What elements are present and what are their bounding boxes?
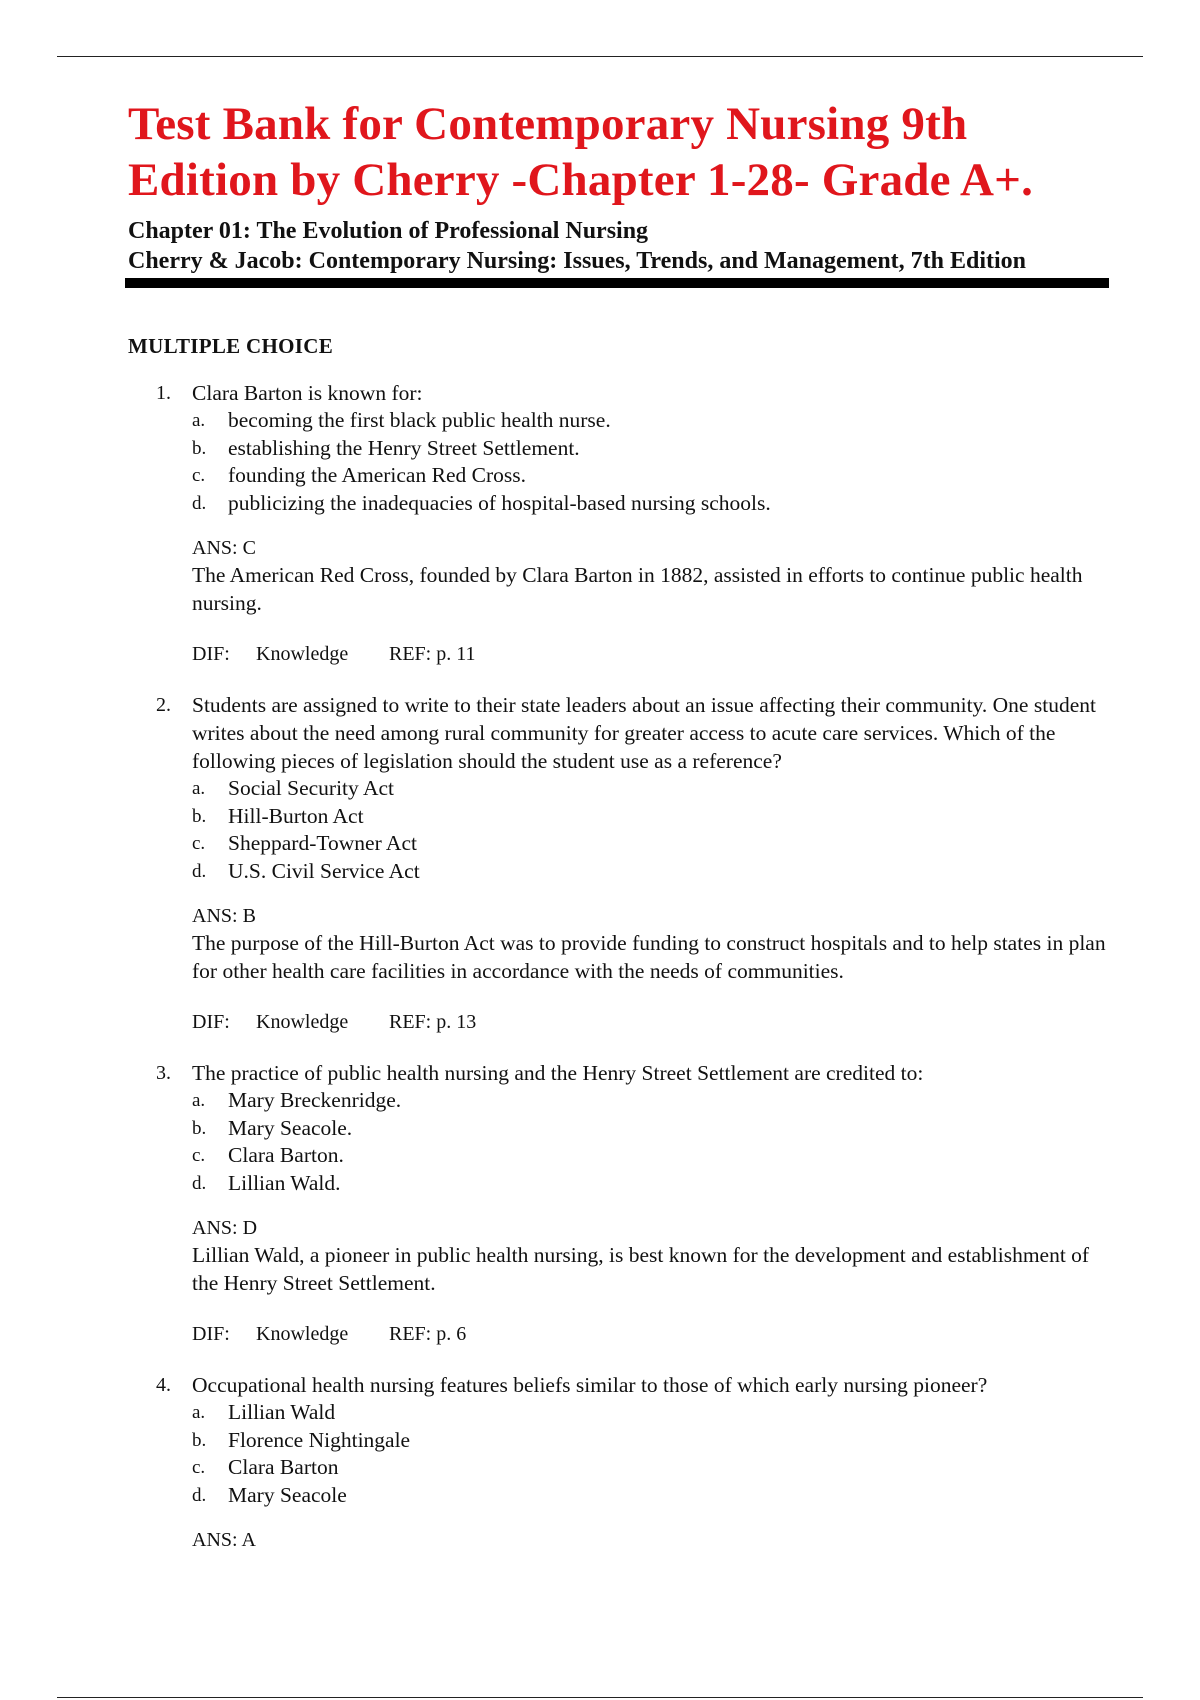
- option-text: Mary Breckenridge.: [228, 1088, 402, 1112]
- question-4: [156, 1371, 1116, 1554]
- question-1: [156, 379, 1116, 667]
- difficulty-value: Knowledge: [256, 1011, 349, 1033]
- question-number: 3.: [156, 1062, 171, 1084]
- answer-key: ANS: A: [192, 1529, 256, 1551]
- difficulty-value: Knowledge: [256, 643, 349, 665]
- question-meta: [192, 1009, 1116, 1035]
- option-list: [192, 407, 1116, 517]
- option-letter: a.: [192, 410, 206, 431]
- option-text: Social Security Act: [228, 776, 394, 800]
- top-rule: [57, 56, 1143, 57]
- option-letter: b.: [192, 805, 207, 827]
- option-text: Sheppard-Towner Act: [228, 831, 417, 855]
- bottom-rule: [57, 1697, 1143, 1698]
- option: [192, 1115, 1116, 1143]
- page-reference: REF: p. 11: [389, 643, 476, 665]
- option: [192, 1142, 1116, 1170]
- option-text: Florence Nightingale: [228, 1427, 411, 1452]
- option: [192, 435, 1116, 463]
- question-number: 4.: [156, 1374, 171, 1396]
- option: [192, 1087, 1116, 1115]
- page-reference: REF: p. 6: [389, 1323, 467, 1345]
- question-list: [156, 379, 1116, 1554]
- option-list: [192, 775, 1116, 885]
- option: [192, 1399, 1116, 1427]
- answer-block: [192, 903, 1116, 1035]
- option-text: Clara Barton: [228, 1455, 339, 1479]
- option: [192, 1427, 1116, 1455]
- option: [192, 462, 1116, 490]
- chapter-heading: Chapter 01: The Evolution of Professional Nursing: [128, 218, 649, 244]
- document-page: [128, 96, 1128, 1578]
- option: [192, 1170, 1116, 1198]
- option-letter: c.: [192, 1457, 206, 1478]
- option: [192, 858, 1116, 886]
- difficulty-value: Knowledge: [256, 1323, 349, 1345]
- option-list: [192, 1399, 1116, 1509]
- question-meta: [192, 1321, 1116, 1347]
- option-letter: a.: [192, 1090, 206, 1111]
- answer-block: [192, 535, 1116, 667]
- option-text: establishing the Henry Street Settlement.: [228, 435, 580, 460]
- option-list: [192, 1087, 1116, 1197]
- question-number: 2.: [156, 694, 171, 716]
- question-2: [156, 691, 1116, 1035]
- option-text: Hill-Burton Act: [228, 803, 364, 828]
- option-letter: b.: [192, 437, 207, 459]
- option-letter: c.: [192, 465, 206, 486]
- answer-rationale: Lillian Wald, a pioneer in public health nursing, is best known for the development and establishment of the Henry Street Settlement.: [192, 1243, 1090, 1295]
- option-letter: d.: [192, 1484, 207, 1506]
- answer-block: [192, 1215, 1116, 1347]
- option: [192, 490, 1116, 518]
- option-letter: d.: [192, 492, 207, 514]
- question-stem: The practice of public health nursing and the Henry Street Settlement are credited to:: [192, 1061, 924, 1085]
- option-letter: a.: [192, 1402, 206, 1423]
- difficulty-label: DIF:: [192, 1011, 230, 1033]
- question-3: [156, 1059, 1116, 1347]
- question-stem: Students are assigned to write to their state leaders about an issue affecting their community. One student writes about the need among rural community for greater access to acute care services. Which of the following pieces of legislation should the student use as a reference?: [192, 693, 1096, 773]
- difficulty-label: DIF:: [192, 1323, 230, 1345]
- option-text: founding the American Red Cross.: [228, 463, 526, 487]
- question-stem: Clara Barton is known for:: [192, 381, 423, 405]
- answer-key: ANS: B: [192, 905, 256, 927]
- document-title: Test Bank for Contemporary Nursing 9th Edition by Cherry -Chapter 1-28- Grade A+.: [128, 98, 1034, 206]
- answer-block: [192, 1527, 1116, 1554]
- option-letter: d.: [192, 860, 207, 882]
- section-heading: MULTIPLE CHOICE: [128, 334, 334, 358]
- option: [192, 1454, 1116, 1482]
- option-letter: c.: [192, 1145, 206, 1166]
- option-text: publicizing the inadequacies of hospital-based nursing schools.: [228, 490, 771, 515]
- option-text: Mary Seacole: [228, 1482, 347, 1507]
- option: [192, 1482, 1116, 1510]
- answer-key: ANS: D: [192, 1217, 258, 1239]
- question-stem: Occupational health nursing features beliefs similar to those of which early nursing pioneer?: [192, 1373, 988, 1397]
- page-reference: REF: p. 13: [389, 1011, 477, 1033]
- option-letter: a.: [192, 778, 206, 799]
- book-heading: Cherry & Jacob: Contemporary Nursing: Issues, Trends, and Management, 7th Edition: [128, 248, 1027, 274]
- option-text: U.S. Civil Service Act: [228, 858, 420, 883]
- option-text: Clara Barton.: [228, 1143, 344, 1167]
- answer-key: ANS: C: [192, 537, 256, 559]
- option-text: Lillian Wald: [228, 1400, 336, 1424]
- option: [192, 775, 1116, 803]
- option-text: Mary Seacole.: [228, 1115, 353, 1140]
- option-letter: b.: [192, 1429, 207, 1451]
- option-letter: b.: [192, 1117, 207, 1139]
- option: [192, 830, 1116, 858]
- option-letter: d.: [192, 1172, 207, 1194]
- option-text: becoming the first black public health nurse.: [228, 408, 611, 432]
- option-text: Lillian Wald.: [228, 1170, 341, 1195]
- option-letter: c.: [192, 833, 206, 854]
- option: [192, 407, 1116, 435]
- heading-divider: [125, 278, 1109, 288]
- option: [192, 803, 1116, 831]
- answer-rationale: The American Red Cross, founded by Clara Barton in 1882, assisted in efforts to continue public health nursing.: [192, 563, 1083, 615]
- question-meta: [192, 641, 1116, 667]
- question-number: 1.: [156, 382, 171, 404]
- difficulty-label: DIF:: [192, 643, 230, 665]
- answer-rationale: The purpose of the Hill-Burton Act was to provide funding to construct hospitals and to help states in plan for other health care facilities in accordance with the needs of communities.: [192, 931, 1106, 983]
